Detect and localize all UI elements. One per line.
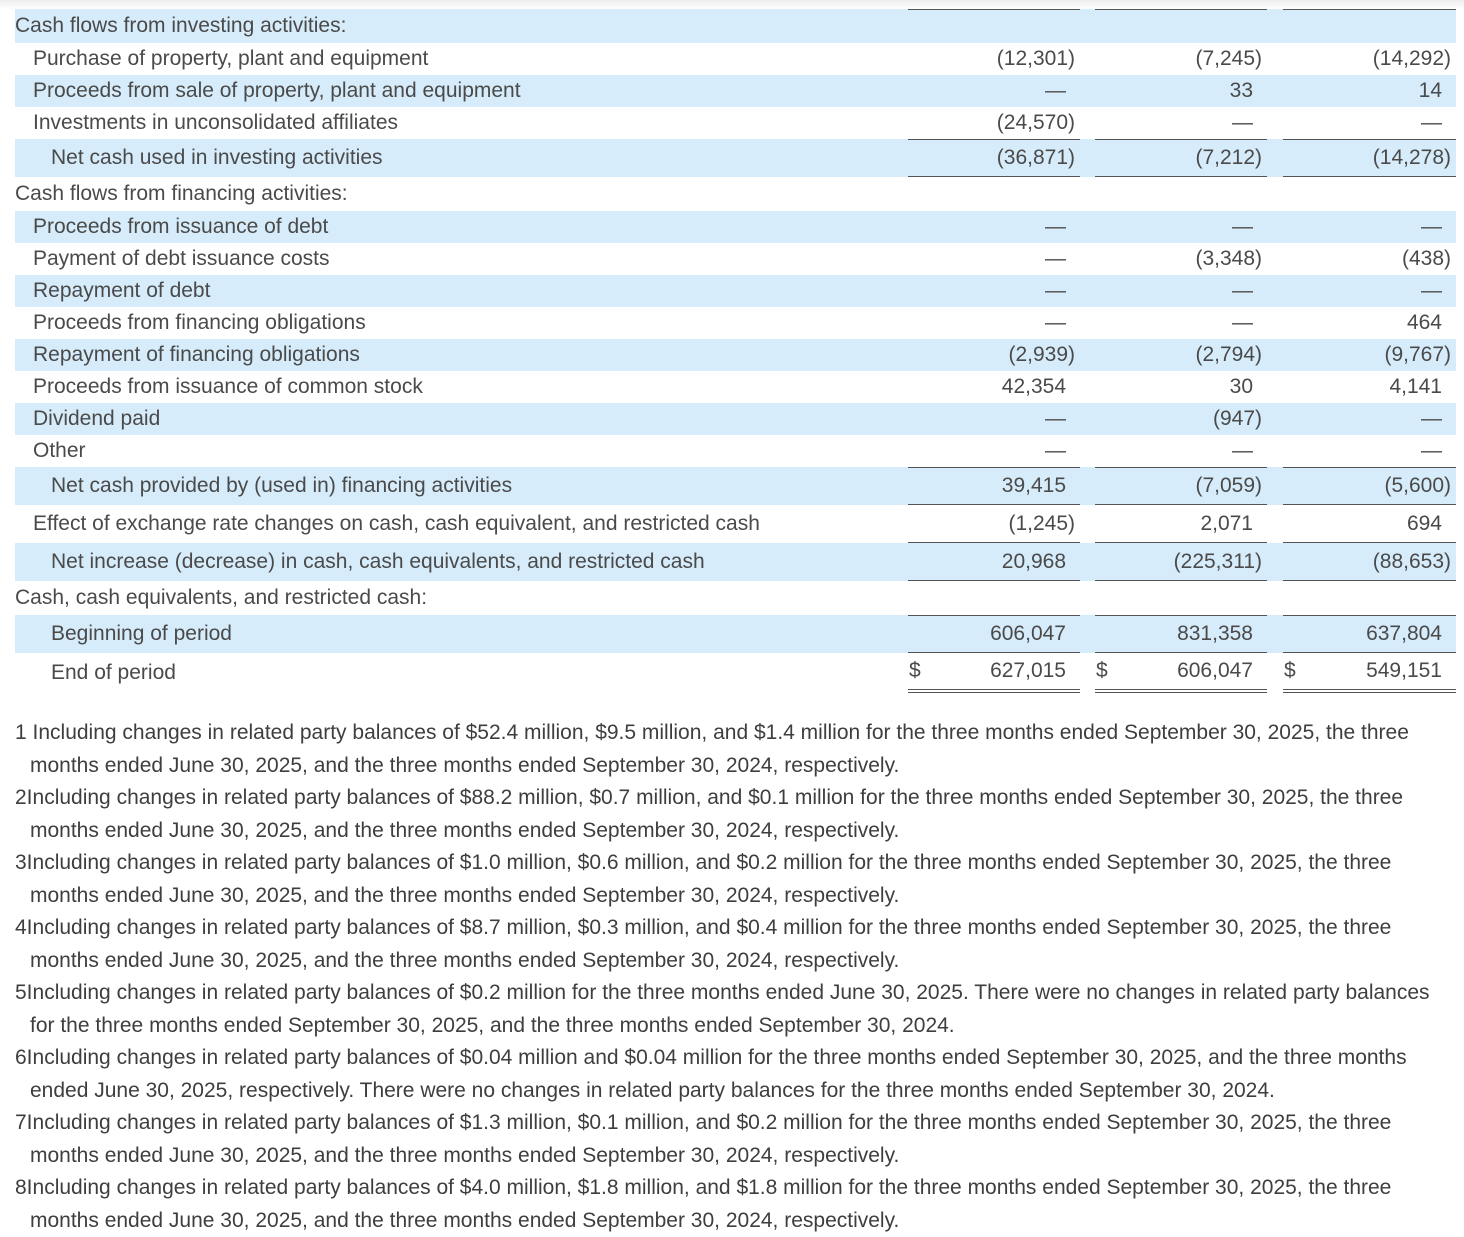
net-increase-row [15, 543, 1456, 581]
row-label: Proceeds from financing obligations [33, 311, 366, 334]
subtotal-row-financing [15, 467, 1456, 505]
footnotes [15, 717, 1456, 1237]
value-q3-2024: (14,278) [1283, 139, 1456, 177]
row-label: Investments in unconsolidated affiliates [33, 111, 398, 134]
footnote-4: 4Including changes in related party balances of $8.7 million, $0.3 million, and $0.4 million for the three months ended September 30, 2025, the three months ended June 30, 2025, and the three months ended September 30, 2024, respectively. [15, 916, 1392, 972]
row-label: Purchase of property, plant and equipment [33, 47, 429, 70]
table-row [15, 211, 1456, 243]
value-q3-2025: — [908, 275, 1080, 307]
value-q2-2025: (947) [1095, 403, 1267, 435]
value-text: 549,151 [1366, 659, 1442, 682]
table-row [15, 435, 1456, 467]
table-row [15, 307, 1456, 339]
value-q3-2025: 42,354 [1001, 375, 1066, 398]
value-q3-2025: — [908, 403, 1080, 435]
row-label: End of period [51, 661, 176, 684]
table-row [15, 75, 1456, 107]
row-label: Net cash provided by (used in) financing activities [15, 467, 908, 505]
row-label: Effect of exchange rate changes on cash, cash equivalent, and restricted cash [33, 512, 760, 535]
value-q3-2024: (438) [1401, 247, 1451, 270]
footnote-1: 1 Including changes in related party balances of $52.4 million, $9.5 million, and $1.4 million for the three months ended September 30, 2025, the three months ended June 30, 2025, and the three months ended September 30, 2024, respectively. [15, 721, 1409, 777]
value-q2-2025: (7,212) [1095, 139, 1267, 177]
value-q3-2025: 606,047 [908, 615, 1080, 653]
cash-flow-table [15, 9, 1456, 693]
value-q3-2024: 4,141 [1389, 375, 1442, 398]
value-q3-2025: — [908, 75, 1080, 107]
table-row [15, 403, 1456, 435]
row-label: Repayment of financing obligations [15, 339, 908, 371]
value-q3-2024: 464 [1406, 311, 1442, 334]
row-label: Net cash used in investing activities [15, 139, 908, 177]
fx-effect-row [15, 505, 1456, 543]
value-q2-2025: 33 [1095, 75, 1267, 107]
row-label: Beginning of period [15, 615, 908, 653]
footnote-2: 2Including changes in related party balances of $88.2 million, $0.7 million, and $0.1 million for the three months ended September 30, 2025, the three months ended June 30, 2025, and the three months ended September 30, 2024, respectively. [15, 786, 1404, 842]
value-q3-2024: — [1283, 211, 1456, 243]
end-of-period-row [15, 653, 1456, 693]
row-label: Proceeds from sale of property, plant and equipment [15, 75, 908, 107]
value-q3-2024 [1283, 653, 1456, 693]
table-row [15, 339, 1456, 371]
table-row [15, 43, 1456, 75]
value-q3-2025: (1,245) [908, 505, 1080, 543]
value-q3-2024: (14,292) [1372, 47, 1451, 70]
value-q3-2024: — [1283, 275, 1456, 307]
row-label: Dividend paid [15, 403, 908, 435]
value-q2-2025: 831,358 [1095, 615, 1267, 653]
footnote-5: 5Including changes in related party balances of $0.2 million for the three months ended June 30, 2025. There were no changes in related party balances for the three months ended September 30, 2025, and the three months ended September 30, 2024. [15, 981, 1430, 1037]
value-q2-2025: (225,311) [1095, 543, 1267, 581]
value-q3-2025: — [1045, 247, 1066, 270]
footnote-6: 6Including changes in related party balances of $0.04 million and $0.04 million for the three months ended September 30, 2025, and the three months ended June 30, 2025, respectively. There were no changes in related party balances for the three months ended September 30, 2024. [15, 1046, 1407, 1102]
beginning-of-period-row [15, 615, 1456, 653]
value-q3-2025: 39,415 [908, 467, 1080, 505]
value-q2-2025: — [1095, 211, 1267, 243]
section-header-investing [15, 9, 1456, 43]
value-q3-2024: (5,600) [1283, 467, 1456, 505]
section-header-cash [15, 581, 1456, 615]
value-q2-2025: (2,794) [1095, 339, 1267, 371]
value-text: 627,015 [990, 659, 1066, 682]
value-q3-2025: (36,871) [908, 139, 1080, 177]
value-q3-2024: (9,767) [1283, 339, 1456, 371]
footnote-7: 7Including changes in related party balances of $1.3 million, $0.1 million, and $0.2 million for the three months ended September 30, 2025, the three months ended June 30, 2025, and the three months ended September 30, 2024, respectively. [15, 1111, 1392, 1167]
table-row [15, 275, 1456, 307]
value-q2-2025: — [1232, 439, 1253, 462]
value-q3-2024: 14 [1283, 75, 1456, 107]
row-label: Other [33, 439, 86, 462]
value-q2-2025 [1095, 653, 1267, 693]
value-q2-2025: (7,059) [1095, 467, 1267, 505]
footnote-3: 3Including changes in related party balances of $1.0 million, $0.6 million, and $0.2 million for the three months ended September 30, 2025, the three months ended June 30, 2025, and the three months ended September 30, 2024, respectively. [15, 851, 1392, 907]
value-text: 606,047 [1177, 659, 1253, 682]
value-q2-2025: 30 [1229, 375, 1253, 398]
row-label: Net increase (decrease) in cash, cash equivalents, and restricted cash [15, 543, 908, 581]
row-label: Repayment of debt [15, 275, 908, 307]
row-label: Payment of debt issuance costs [33, 247, 330, 270]
footnote-8: 8Including changes in related party balances of $4.0 million, $1.8 million, and $1.8 million for the three months ended September 30, 2025, the three months ended June 30, 2025, and the three months ended September 30, 2024, respectively. [15, 1176, 1392, 1232]
top-edge-shadow [0, 0, 1464, 9]
section-header-financing [15, 177, 1456, 211]
value-q3-2024: (88,653) [1283, 543, 1456, 581]
currency-symbol: $ [909, 659, 921, 682]
value-q3-2024: 694 [1283, 505, 1456, 543]
value-q2-2025: (3,348) [1195, 247, 1262, 270]
row-label: Cash flows from investing activities: [15, 9, 908, 43]
value-q3-2025: (24,570) [996, 111, 1075, 134]
value-q2-2025: — [1232, 311, 1253, 334]
row-label: Proceeds from issuance of debt [15, 211, 908, 243]
value-q2-2025: (7,245) [1195, 47, 1262, 70]
currency-symbol: $ [1096, 659, 1108, 682]
row-label: Cash, cash equivalents, and restricted cash: [15, 586, 428, 609]
value-q2-2025: — [1232, 111, 1253, 134]
value-q3-2024: — [1421, 439, 1442, 462]
value-q3-2025: — [1045, 439, 1066, 462]
table-row [15, 107, 1456, 139]
row-label: Proceeds from issuance of common stock [33, 375, 423, 398]
value-q3-2025: (2,939) [908, 339, 1080, 371]
table-row [15, 243, 1456, 275]
value-q3-2025: — [908, 211, 1080, 243]
currency-symbol: $ [1284, 659, 1296, 682]
table-row [15, 371, 1456, 403]
value-q3-2025: — [1045, 311, 1066, 334]
value-q3-2024: 637,804 [1283, 615, 1456, 653]
value-q3-2025 [908, 653, 1080, 693]
value-q3-2025: (12,301) [996, 47, 1075, 70]
row-label: Cash flows from financing activities: [15, 182, 348, 205]
value-q3-2024: — [1283, 403, 1456, 435]
value-q3-2025: 20,968 [908, 543, 1080, 581]
value-q2-2025: 2,071 [1095, 505, 1267, 543]
value-q2-2025: — [1095, 275, 1267, 307]
value-q3-2024: — [1421, 111, 1442, 134]
subtotal-row-investing [15, 139, 1456, 177]
